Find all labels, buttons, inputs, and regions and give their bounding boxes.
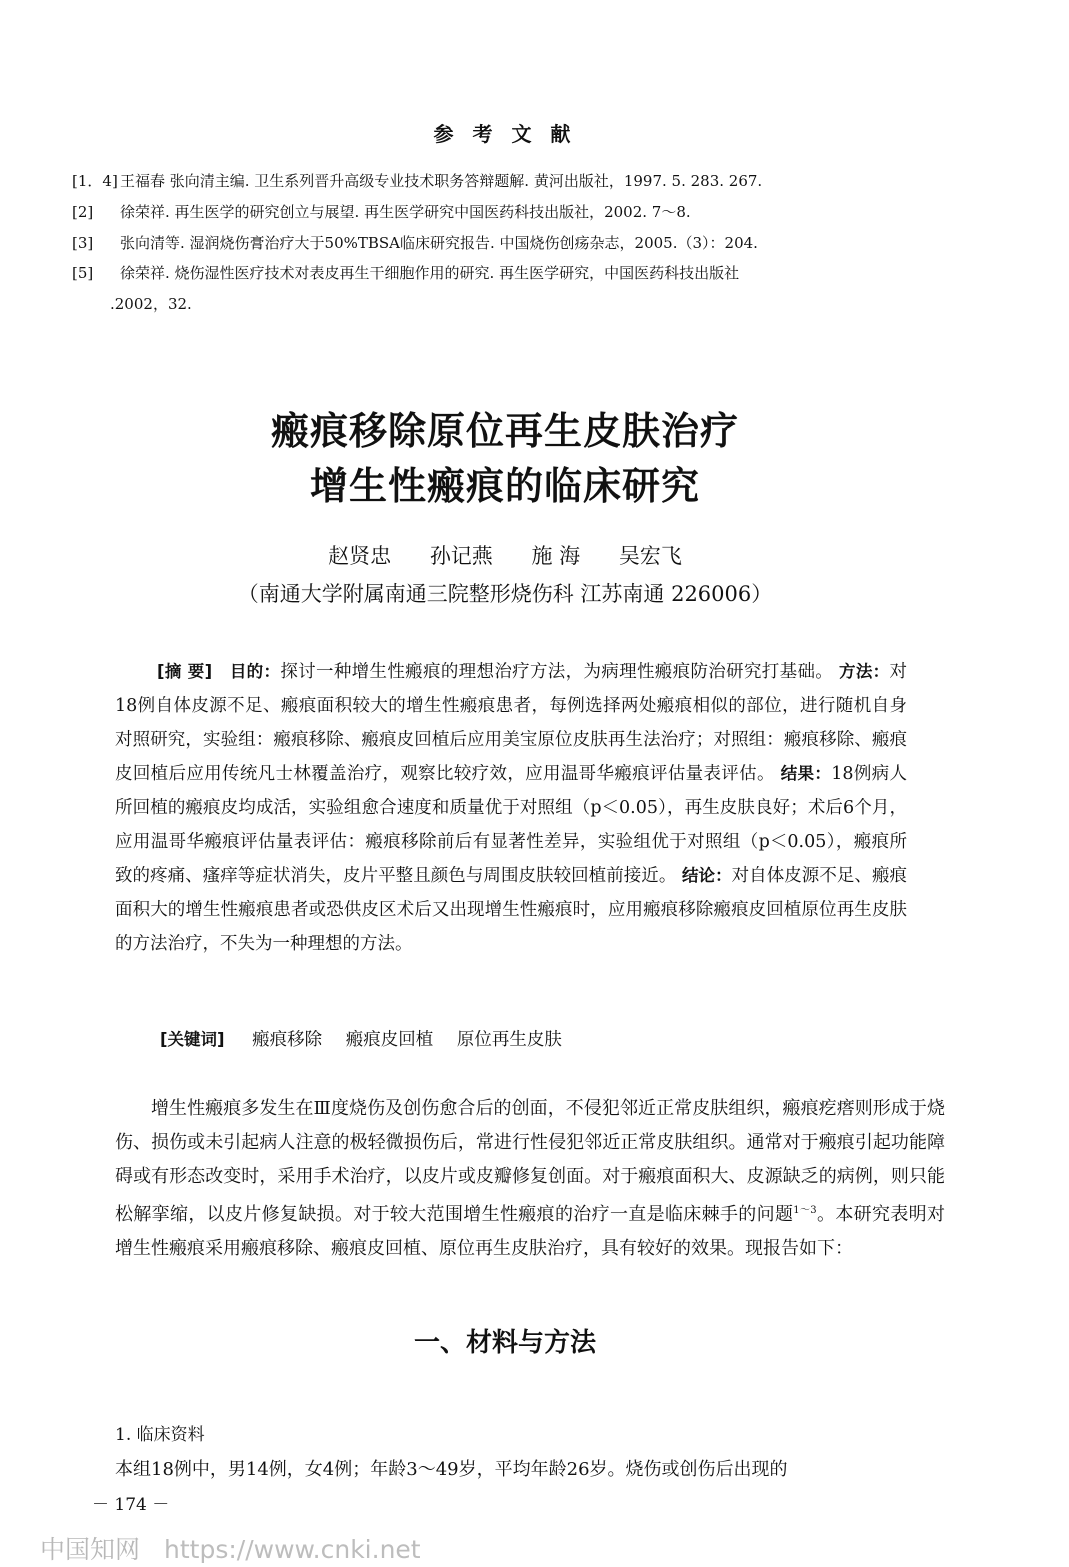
conclusion-text: 对自体皮源不足、瘢痕面积大的增生性瘢痕患者或恐供皮区术后又出现增生性瘢痕时，应用瘢痕移除瘢痕皮回植原位再生皮肤的方法治疗，不失为一种理想的方法。 — [115, 866, 908, 954]
author: 赵贤忠 — [328, 544, 392, 568]
keyword: 瘢痕皮回植 — [345, 1030, 434, 1050]
citation: 1～3 — [793, 1205, 817, 1216]
reference-number: [2] — [72, 203, 94, 221]
author: 孙记燕 — [429, 544, 493, 568]
section-heading: 一、材料与方法 — [413, 1328, 596, 1358]
references-heading: 参 考 文 献 — [433, 122, 577, 146]
reference-text: 张向清等. 湿润烧伤膏治疗大于50%TBSA临床研究报告. 中国烧伤创疡杂志，2005.（3）：204. — [120, 234, 758, 252]
intro-text-cont: 。本研究表明对增生性瘢痕采用瘢痕移除、瘢痕皮回植、原位再生皮肤治疗，具有较好的效果。现报告如下： — [115, 1204, 945, 1259]
watermark — [40, 1530, 421, 1566]
methods-label: 方法： — [839, 662, 890, 681]
results-label: 结果： — [780, 764, 832, 783]
article-title-line2: 增生性瘢痕的临床研究 — [309, 464, 700, 508]
author-list — [0, 540, 1010, 570]
reference-number: [1．4] — [72, 172, 118, 190]
methods-text: 对18例自体皮源不足、瘢痕面积较大的增生性瘢痕患者，每例选择两处瘢痕相似的部位，进行随机自身对照研究，实验组：瘢痕移除、瘢痕皮回植后应用美宝原位皮肤再生法治疗；对照组：瘢痕移除、瘢痕皮回植后应用传统凡士林覆盖治疗，观察比较疗效，应用温哥华瘢痕评估量表评估。 — [115, 662, 908, 784]
reference-continuation: .2002，32. — [110, 295, 192, 313]
abstract-label: [摘 要] — [157, 662, 213, 681]
conclusion-label: 结论： — [681, 866, 732, 885]
reference-item — [72, 232, 952, 254]
body-line: 本组18例中，男14例，女4例；年龄3～49岁，平均年龄26岁。烧伤或创伤后出现的 — [115, 1459, 788, 1480]
reference-text: 王福春 张向清主编. 卫生系列晋升高级专业技术职务答辩题解. 黄河出版社，1997. 5. 283. 267. — [120, 172, 763, 190]
subsection-heading: 1. 临床资料 — [115, 1425, 205, 1445]
page-number: － 174 － — [92, 1495, 170, 1515]
reference-number: [3] — [72, 234, 94, 252]
reference-number: [5] — [72, 264, 94, 282]
keywords — [160, 1026, 580, 1051]
intro-text: 增生性瘢痕多发生在Ⅲ度烧伤及创伤愈合后的创面，不侵犯邻近正常皮肤组织，瘢痕疙瘩则形成于烧伤、损伤或未引起病人注意的极轻微损伤后，常进行性侵犯邻近正常皮肤组织。通常对于瘢痕引起功能障碍或有形态改变时，采用手术治疗，以皮片或皮瓣修复创面。对于瘢痕面积大、皮源缺乏的病例，则只能松解挛缩，以皮片修复缺损。对于较大范围增生性瘢痕的治疗一直是临床棘手的问题 — [115, 1098, 945, 1225]
keyword: 瘢痕移除 — [252, 1030, 323, 1050]
reference-item — [72, 170, 952, 192]
reference-item — [72, 262, 952, 284]
reference-item — [72, 201, 952, 223]
reference-text: 徐荣祥. 烧伤湿性医疗技术对表皮再生干细胞作用的研究. 再生医学研究，中国医药科技出版社 — [120, 264, 740, 282]
watermark-url: https://www.cnki.net — [164, 1535, 421, 1564]
reference-text: 徐荣祥. 再生医学的研究创立与展望. 再生医学研究中国医药科技出版社，2002. 7～8. — [120, 203, 691, 221]
objective-text: 探讨一种增生性瘢痕的理想治疗方法，为病理性瘢痕防治研究打基础。 — [280, 662, 834, 682]
objective-label: 目的： — [229, 662, 281, 681]
watermark-brand: 中国知网 — [40, 1535, 141, 1564]
article-title-line1: 瘢痕移除原位再生皮肤治疗 — [270, 409, 739, 453]
abstract — [115, 655, 907, 961]
author: 施 海 — [531, 544, 581, 568]
results-text: 18例病人所回植的瘢痕皮均成活，实验组愈合速度和质量优于对照组（p＜0.05），再生皮肤良好；术后6个月，应用温哥华瘢痕评估量表评估：瘢痕移除前后有显著性差异，实验组优于对照组（p＜0.05），瘢痕所致的疼痛、瘙痒等症状消失，皮片平整且颜色与周围皮肤较回植前接近。 — [115, 764, 907, 886]
introduction-paragraph — [115, 1092, 945, 1266]
keywords-label: [关键词] — [160, 1030, 225, 1049]
affiliation: （南通大学附属南通三院整形烧伤科 江苏南通 226006） — [237, 582, 773, 606]
author: 吴宏飞 — [618, 544, 682, 568]
keyword: 原位再生皮肤 — [456, 1030, 562, 1050]
